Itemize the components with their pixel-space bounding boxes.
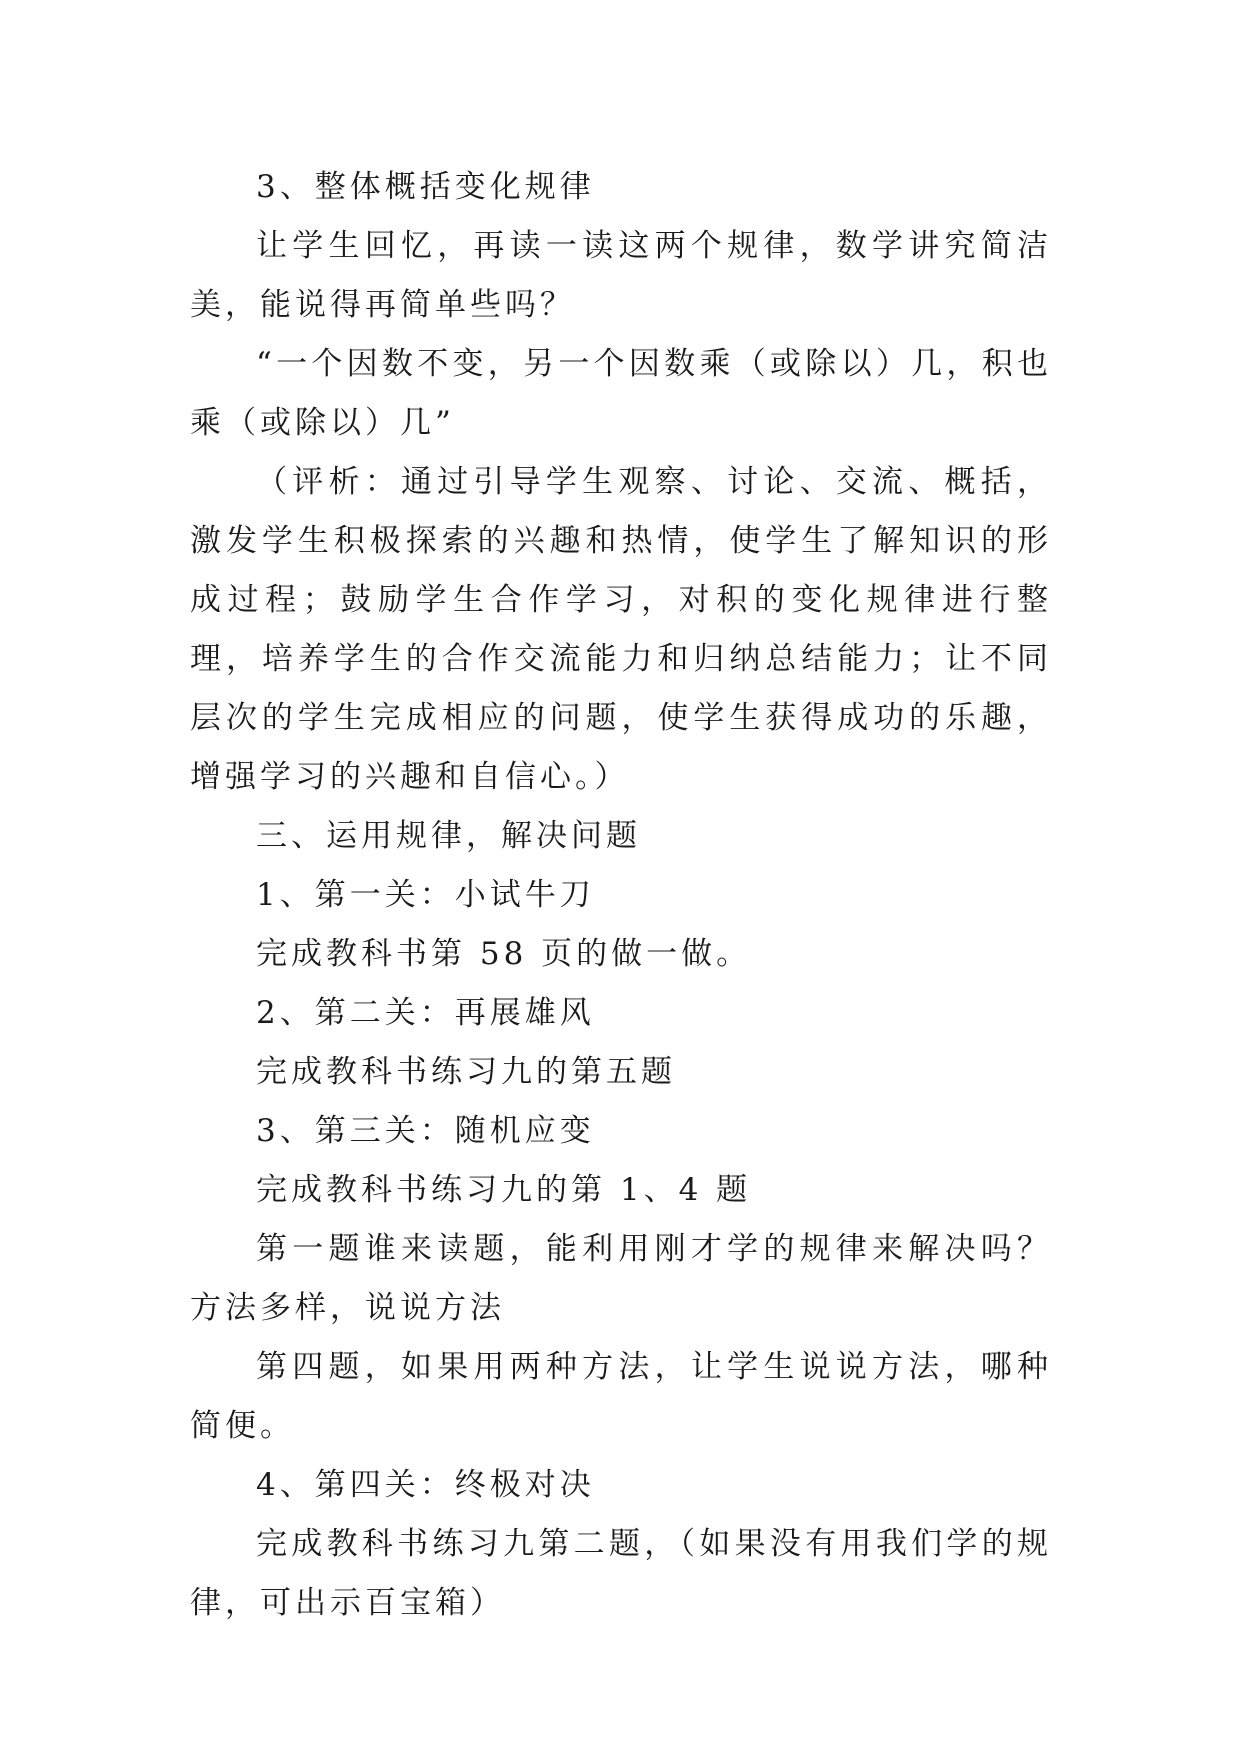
level-heading-4: 4、第四关：终极对决	[256, 1467, 595, 1503]
level-task-1: 完成教科书第 58 页的做一做。	[256, 936, 752, 972]
level-task-4: 完成教科书练习九第二题，（如果没有用我们学的规律，可出示百宝箱）	[190, 1526, 1052, 1621]
level-task-2: 完成教科书练习九的第五题	[256, 1054, 676, 1090]
paragraph-commentary: （评析：通过引导学生观察、讨论、交流、概括，激发学生积极探索的兴趣和热情，使学生了解知识的形成过程；鼓励学生合作学习，对积的变化规律进行整理，培养学生的合作交流能力和归纳总结能力；让不同层次的学生完成相应的问题，使学生获得成功的乐趣，增强学习的兴趣和自信心。）	[190, 464, 1052, 795]
section-heading-summary-rule: 3、整体概括变化规律	[256, 169, 595, 205]
paragraph-rule-quote: “一个因数不变，另一个因数乘（或除以）几，积也乘（或除以）几”	[190, 346, 1052, 441]
level-heading-1: 1、第一关：小试牛刀	[256, 877, 595, 913]
paragraph-question-four: 第四题，如果用两种方法，让学生说说方法，哪种简便。	[190, 1349, 1052, 1444]
paragraph-question-one: 第一题谁来读题，能利用刚才学的规律来解决吗？方法多样，说说方法	[190, 1231, 1052, 1326]
level-heading-2: 2、第二关：再展雄风	[256, 995, 595, 1031]
level-heading-3: 3、第三关：随机应变	[256, 1113, 595, 1149]
section-heading-apply-rules: 三、运用规律，解决问题	[256, 818, 641, 854]
document-body	[190, 158, 1052, 1633]
level-task-3: 完成教科书练习九的第 1、4 题	[256, 1172, 752, 1208]
paragraph-recall-rules: 让学生回忆，再读一读这两个规律，数学讲究简洁美，能说得再简单些吗？	[190, 228, 1052, 323]
